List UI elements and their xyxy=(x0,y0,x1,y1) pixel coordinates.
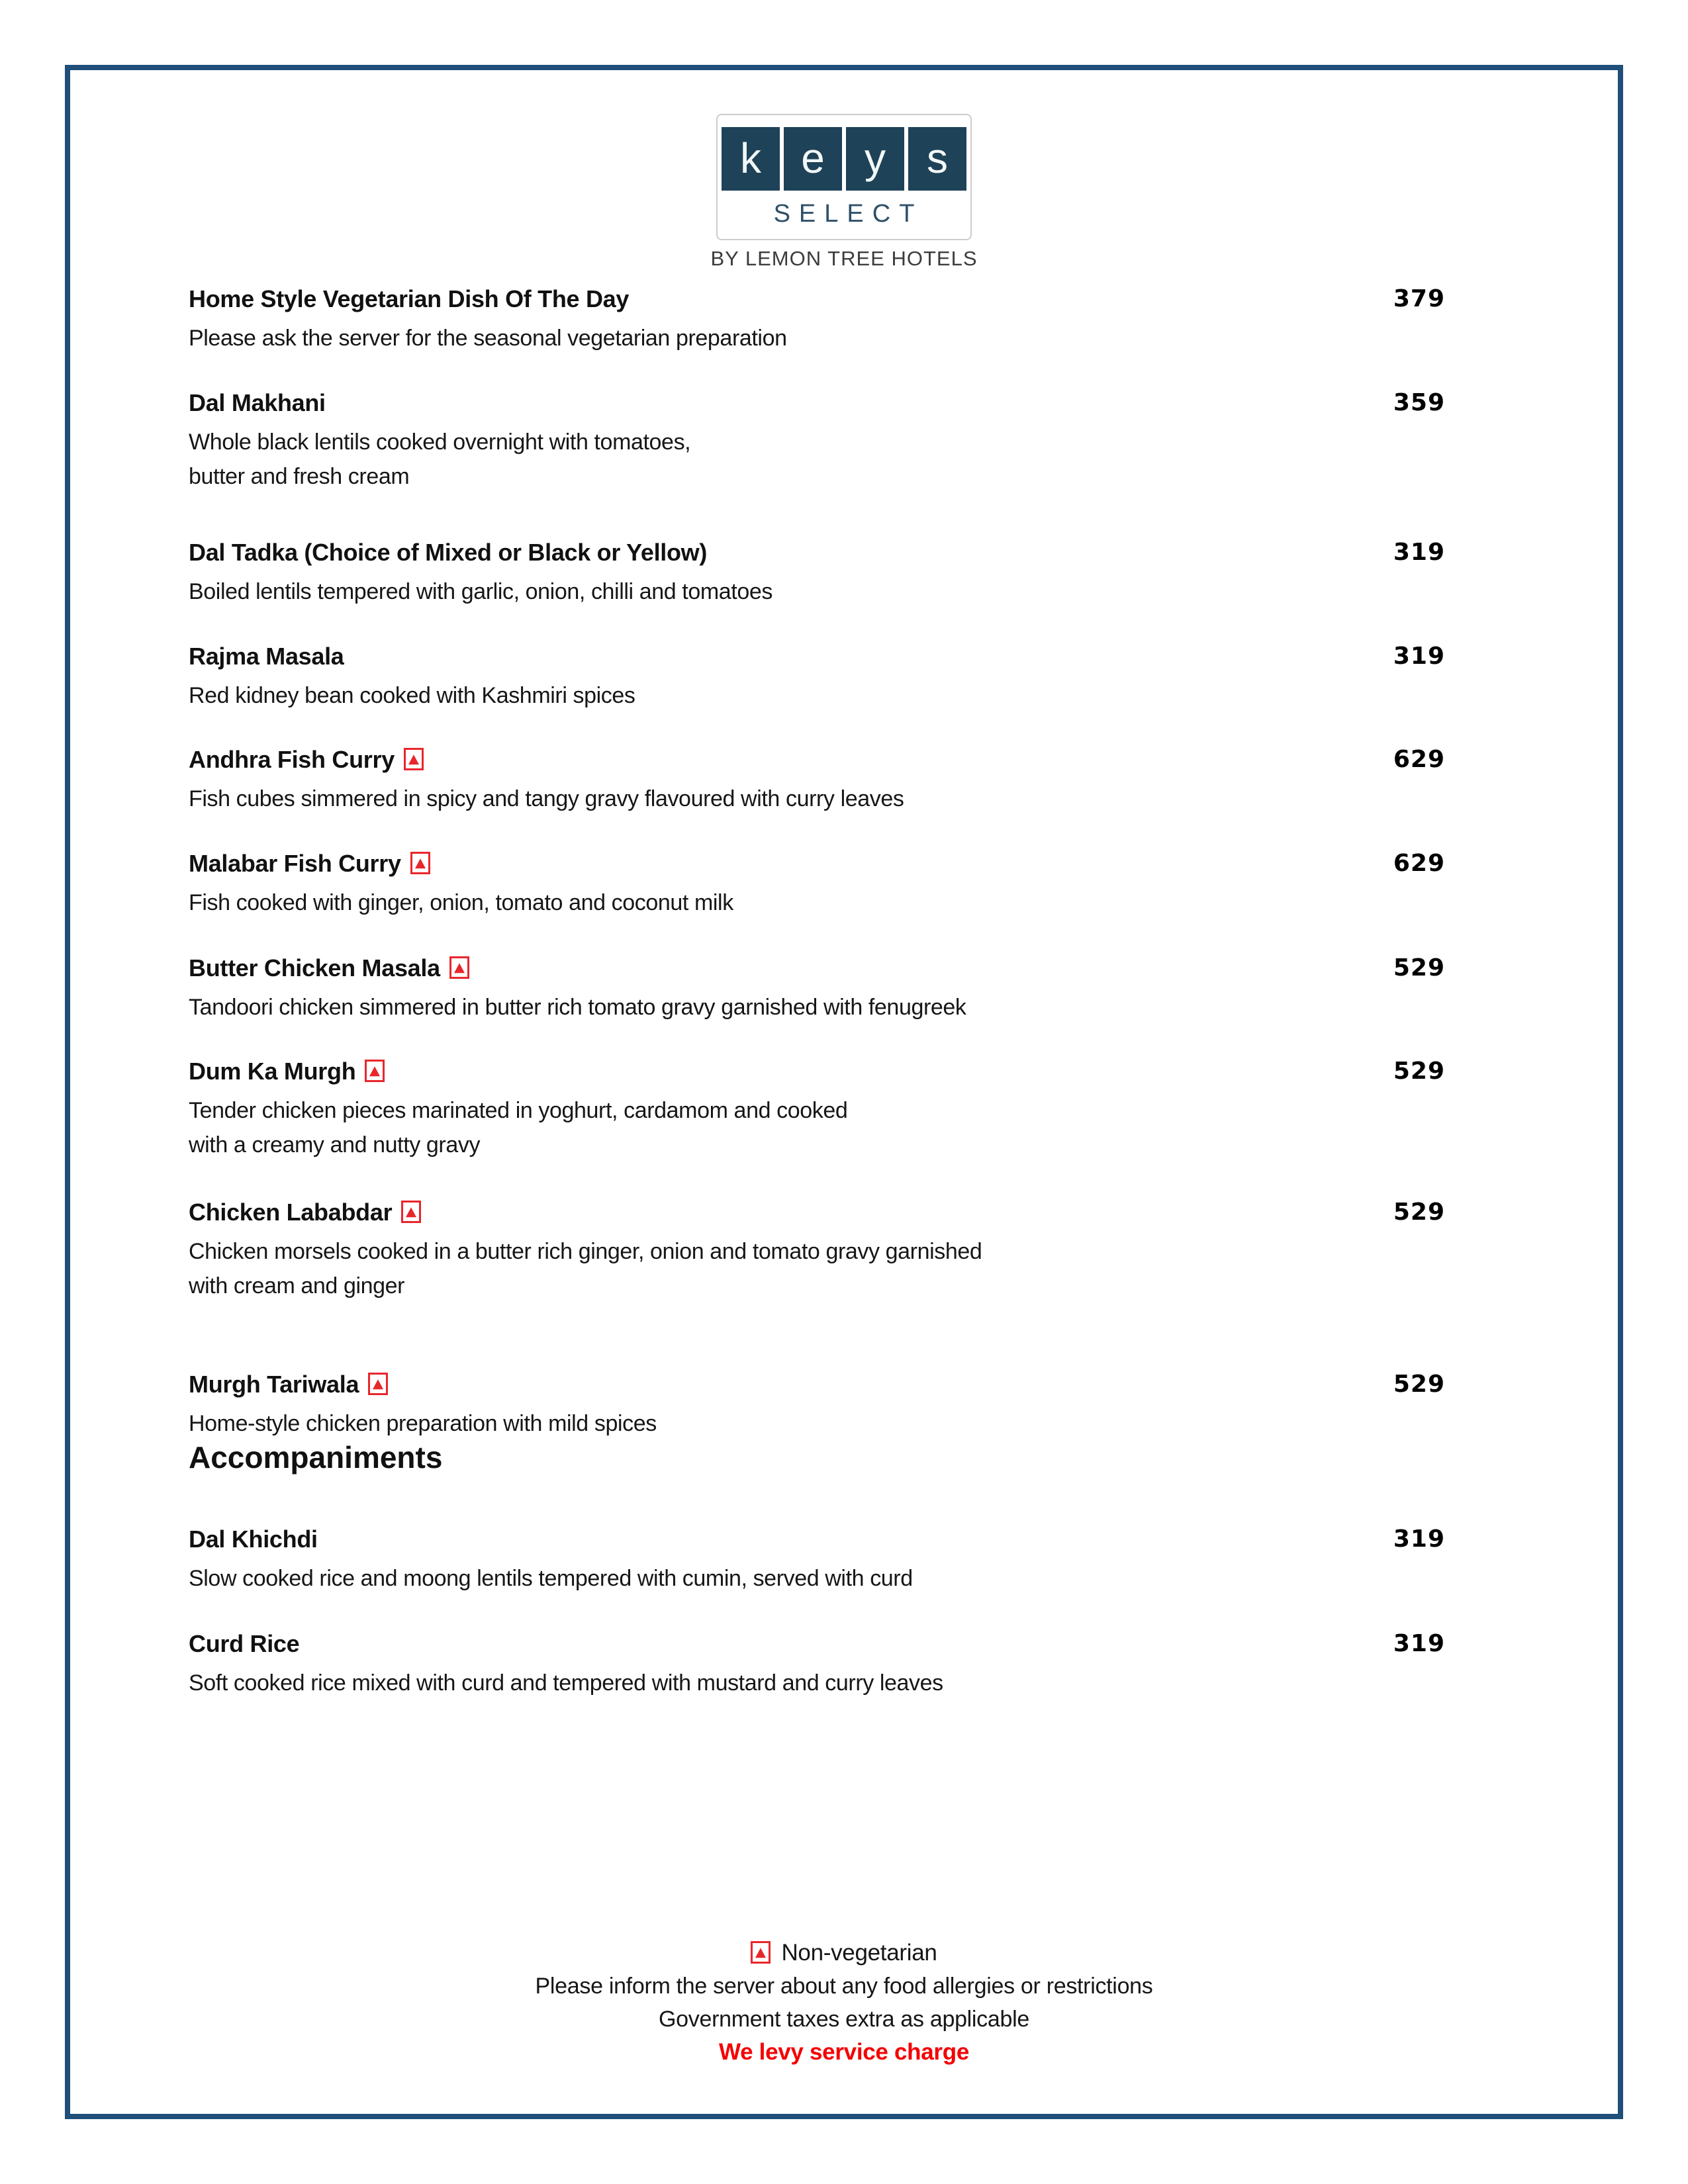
dish-description: Please ask the server for the seasonal vegetarian preparation xyxy=(189,326,787,351)
dish-description: Tandoori chicken simmered in butter rich tomato gravy garnished with fenugreek xyxy=(189,995,966,1020)
dish-description: Soft cooked rice mixed with curd and tempered with mustard and curry leaves xyxy=(189,1670,943,1696)
menu-item-row xyxy=(189,536,1445,574)
dish-name: Dal Khichdi xyxy=(189,1525,318,1553)
dish-description: Home-style chicken preparation with mild spices xyxy=(189,1411,657,1436)
menu-item xyxy=(189,1627,1445,1700)
menu-item xyxy=(189,640,1445,713)
menu-item xyxy=(189,536,1445,609)
nonveg-triangle-icon xyxy=(369,1066,380,1076)
menu-footer xyxy=(0,1936,1688,2069)
dish-description: Slow cooked rice and moong lentils tempered with cumin, served with curd xyxy=(189,1566,913,1591)
dish-description: Boiled lentils tempered with garlic, onion, chilli and tomatoes xyxy=(189,579,773,604)
nonveg-icon xyxy=(365,1060,385,1082)
nonveg-icon xyxy=(404,748,424,770)
menu-item xyxy=(189,847,1445,920)
service-charge-note: We levy service charge xyxy=(718,2039,969,2065)
dish-name: Chicken Lababdar xyxy=(189,1199,393,1226)
dish-name: Dal Makhani xyxy=(189,389,326,416)
logo-tile-s: s xyxy=(908,127,966,191)
menu-item xyxy=(189,1196,1445,1303)
dish-description: with a creamy and nutty gravy xyxy=(189,1132,481,1158)
dish-name: Andhra Fish Curry xyxy=(189,746,395,773)
dish-description: Red kidney bean cooked with Kashmiri spices xyxy=(189,683,635,708)
logo-select-label: SELECT xyxy=(773,200,923,228)
nonveg-icon xyxy=(410,852,430,874)
hotel-logo xyxy=(0,114,1688,271)
menu-item-row xyxy=(189,640,1445,678)
menu-item xyxy=(189,952,1445,1024)
dish-name: Butter Chicken Masala xyxy=(189,954,440,981)
nonveg-legend-label: Non-vegetarian xyxy=(781,1940,937,1966)
menu-item-row xyxy=(189,283,1445,321)
menu-item-row xyxy=(189,1627,1445,1666)
menu-list xyxy=(189,283,1445,1706)
dish-price: 529 xyxy=(1393,954,1445,981)
keys-logo-box xyxy=(716,114,972,240)
nonveg-triangle-icon xyxy=(454,963,465,973)
menu-item-row xyxy=(189,847,1445,886)
nonveg-triangle-icon xyxy=(755,1948,766,1958)
dish-price: 359 xyxy=(1393,389,1445,416)
dish-price: 529 xyxy=(1393,1199,1445,1226)
dish-description: Chicken morsels cooked in a butter rich ginger, onion and tomato gravy garnished xyxy=(189,1239,982,1264)
tax-note: Government taxes extra as applicable xyxy=(659,2007,1029,2032)
menu-item-row xyxy=(189,1196,1445,1234)
dish-price: 629 xyxy=(1393,746,1445,773)
dish-price: 319 xyxy=(1393,539,1445,566)
dish-price: 319 xyxy=(1393,643,1445,670)
menu-item-row xyxy=(189,952,1445,990)
dish-description: Whole black lentils cooked overnight with tomatoes, xyxy=(189,430,691,455)
logo-tile-y: y xyxy=(846,127,904,191)
nonveg-icon xyxy=(401,1201,421,1223)
nonveg-triangle-icon xyxy=(406,1207,416,1217)
dish-description: with cream and ginger xyxy=(189,1273,405,1298)
dish-name: Dum Ka Murgh xyxy=(189,1058,356,1085)
dish-name: Curd Rice xyxy=(189,1630,300,1657)
menu-item xyxy=(189,1368,1445,1441)
nonveg-icon xyxy=(751,1941,771,1964)
dish-description: butter and fresh cream xyxy=(189,464,410,489)
menu-item-row xyxy=(189,1368,1445,1406)
dish-price: 529 xyxy=(1393,1371,1445,1398)
dish-description: Tender chicken pieces marinated in yoghurt, cardamom and cooked xyxy=(189,1098,848,1123)
dish-name: Murgh Tariwala xyxy=(189,1371,359,1398)
dish-name: Malabar Fish Curry xyxy=(189,850,401,877)
nonveg-triangle-icon xyxy=(415,858,426,868)
keys-logo-tiles xyxy=(718,127,970,191)
section-heading: Accompaniments xyxy=(189,1440,443,1475)
menu-item-row xyxy=(189,743,1445,782)
nonveg-legend xyxy=(0,1936,1688,1970)
dish-name: Rajma Masala xyxy=(189,643,344,670)
dish-price: 379 xyxy=(1393,285,1445,312)
menu-item xyxy=(189,1055,1445,1162)
nonveg-icon xyxy=(449,956,469,979)
logo-tagline: BY LEMON TREE HOTELS xyxy=(710,247,978,270)
dish-name: Home Style Vegetarian Dish Of The Day xyxy=(189,285,630,312)
dish-description: Fish cooked with ginger, onion, tomato and coconut milk xyxy=(189,890,733,915)
dish-price: 529 xyxy=(1393,1058,1445,1085)
menu-item-row xyxy=(189,387,1445,425)
nonveg-icon xyxy=(368,1373,388,1395)
menu-item xyxy=(189,283,1445,355)
nonveg-triangle-icon xyxy=(408,754,419,764)
dish-name: Dal Tadka (Choice of Mixed or Black or Yellow) xyxy=(189,539,708,566)
logo-tile-k: k xyxy=(722,127,780,191)
nonveg-triangle-icon xyxy=(373,1379,383,1389)
menu-item-row xyxy=(189,1055,1445,1093)
menu-item xyxy=(189,387,1445,494)
allergy-note: Please inform the server about any food allergies or restrictions xyxy=(535,1974,1153,1999)
logo-tile-e: e xyxy=(784,127,842,191)
dish-price: 319 xyxy=(1393,1630,1445,1657)
menu-item xyxy=(189,1523,1445,1596)
menu-item xyxy=(189,743,1445,816)
dish-price: 319 xyxy=(1393,1525,1445,1553)
menu-item-row xyxy=(189,1523,1445,1561)
dish-price: 629 xyxy=(1393,850,1445,877)
dish-description: Fish cubes simmered in spicy and tangy gravy flavoured with curry leaves xyxy=(189,786,904,811)
